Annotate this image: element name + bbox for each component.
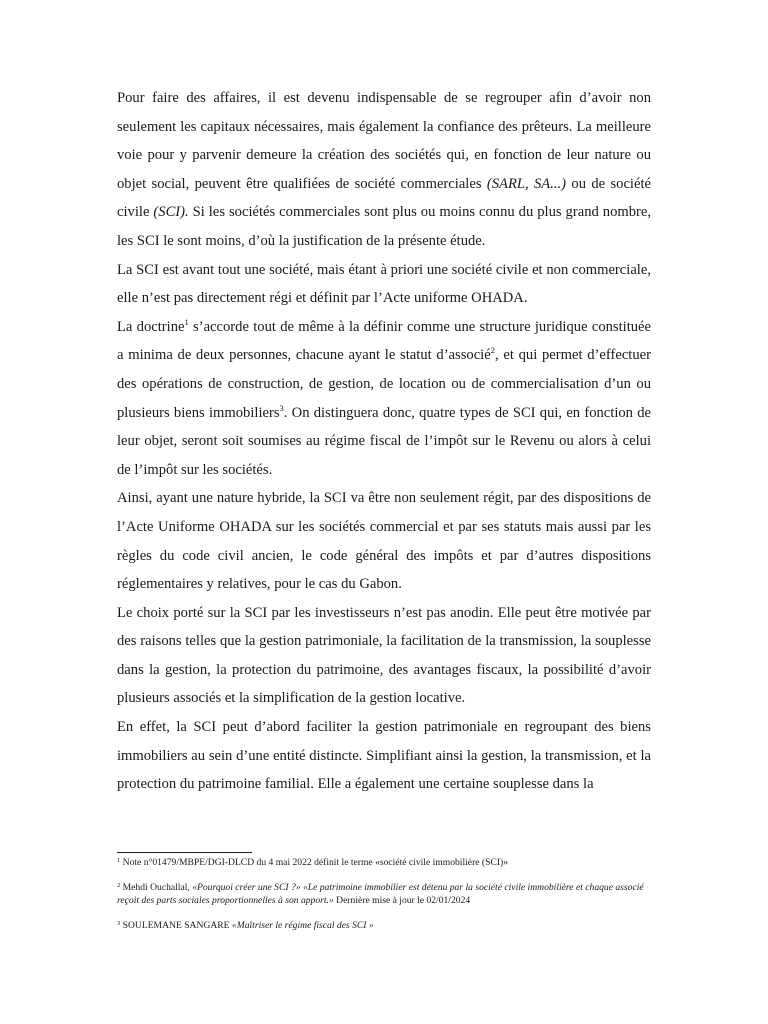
footnote-update-date: Dernière mise à jour le 02/01/2024	[333, 894, 471, 906]
document-body	[117, 84, 651, 799]
paragraph-text: s’accorde tout de même à la définir comme une structure juridique constituée a minima de deux personnes, chacune ayant le statut d’associé	[117, 318, 652, 364]
paragraph-investor-choice: Le choix porté sur la SCI par les investisseurs n’est pas anodin. Elle peut être motivée par des raisons telles que la gestion patrimoniale, la facilitation de la transmission, la souplesse dans la gestion, la protection du patrimoine, des avantages fiscaux, la possibilité d’avoir plusieurs associés et la simplification de la gestion locative.	[117, 604, 651, 707]
footnote-ref-3: 3	[279, 402, 284, 413]
footnote-author: SOULEMANE SANGARE	[120, 919, 232, 931]
paragraph-text: ou de société civile	[117, 175, 651, 221]
footnote-number: 2	[117, 882, 121, 889]
footnote-3	[117, 920, 651, 933]
paragraph-introduction	[117, 84, 651, 256]
footnote-number: 3	[117, 919, 121, 927]
footnotes-section	[117, 852, 651, 945]
footnote-number: 1	[117, 857, 121, 864]
footnote-author: Mehdi Ouchallal,	[120, 882, 193, 893]
paragraph-sci-definition: La SCI est avant tout une société, mais étant à priori une société civile et non commerciale, elle n’est pas directement régi et définit par l’Acte uniforme OHADA.	[117, 261, 651, 307]
paragraph-text: Si les sociétés commerciales sont plus ou moins connu du plus grand nombre, les SCI le sont moins, d’où la justification de la présente étude.	[117, 204, 651, 249]
footnote-ref-1: 1	[184, 316, 189, 327]
footnote-2	[117, 882, 651, 907]
paragraph-text: , et qui permet d’effectuer des opérations de construction, de gestion, de location ou de commercialisation d’un ou plusieurs biens immobiliers	[117, 347, 651, 421]
paragraph-doctrine	[117, 313, 651, 485]
footnote-quote: «Pourquoi créer une SCI ?» «Le patrimoine immobilier est détenu par la société civile immobilière et chaque associé reçoit des parts sociales proportionnelles à son apport.»	[117, 882, 644, 906]
paragraph-text: . On distinguera donc, quatre types de SCI qui, en fonction de leur objet, seront soit soumises au régime fiscal de l’impôt sur le Revenu ou alors à celui de l’impôt sur les sociétés.	[117, 404, 651, 478]
italic-text-commercial-examples: (SARL, SA...)	[486, 175, 567, 192]
footnote-ref-2: 2	[490, 345, 495, 356]
footnote-title: «Maîtriser le régime fiscal des SCI »	[231, 919, 374, 931]
paragraph-text: Pour faire des affaires, il est devenu indispensable de se regrouper afin d’avoir non seulement les capitaux nécessaires, mais également la confiance des prêteurs. La meilleure voie pour y parvenir demeure la création des sociétés qui, en fonction de leur nature ou objet social, peuvent être qualifiées de société commerciales	[117, 90, 651, 192]
paragraph-text: La doctrine	[117, 318, 185, 335]
italic-text-sci: (SCI).	[153, 204, 189, 221]
paragraph-hybrid-nature: Ainsi, ayant une nature hybride, la SCI va être non seulement régit, par des dispositions de l’Acte Uniforme OHADA sur les sociétés commercial et par ses statuts mais aussi par les règles du code civil ancien, le code général des impôts et par d’autres dispositions réglementaires y relatives, pour le cas du Gabon.	[117, 490, 651, 593]
footnote-1	[117, 857, 651, 870]
footnote-separator	[117, 852, 252, 853]
footnote-text: Note n°01479/MBPE/DGI-DLCD du 4 mai 2022 définit le terme «société civile immobilière (SCI)»	[120, 857, 509, 868]
paragraph-patrimonial-management: En effet, la SCI peut d’abord faciliter la gestion patrimoniale en regroupant des biens immobiliers au sein d’une entité distincte. Simplifiant ainsi la gestion, la transmission, et la protection du patrimoine familial. Elle a également une certaine souplesse dans la	[117, 719, 651, 793]
